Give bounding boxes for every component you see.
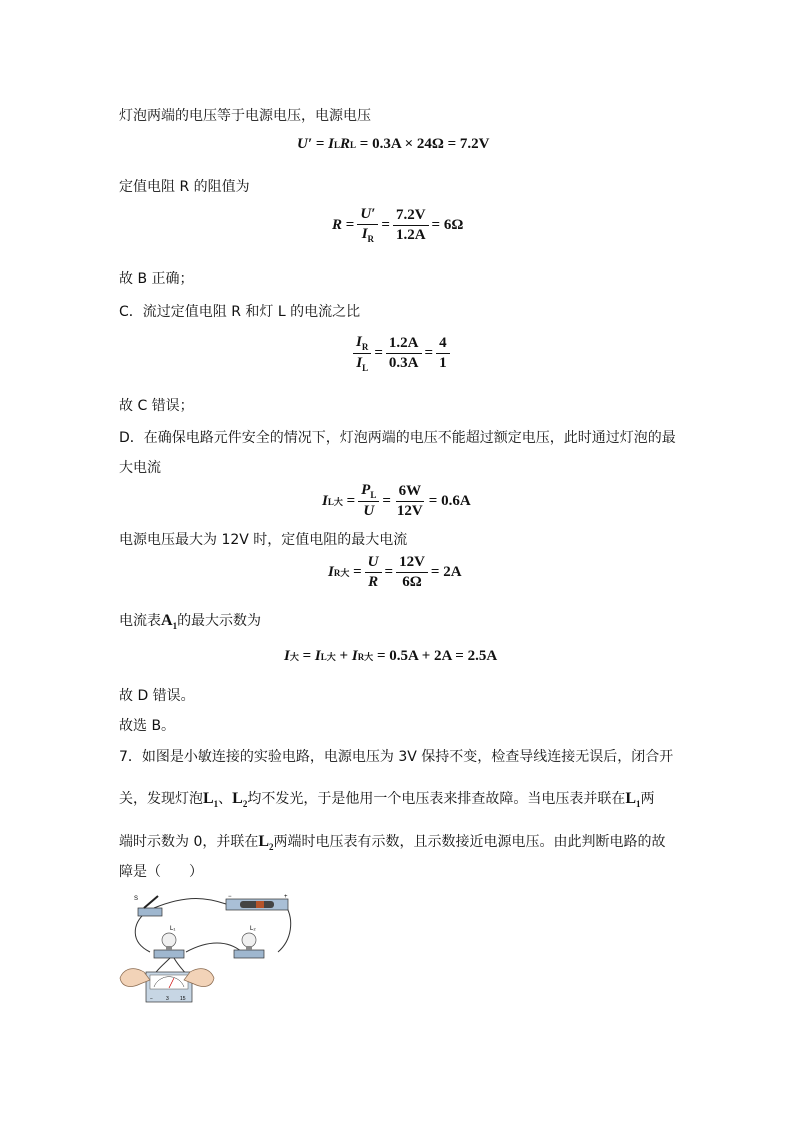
lamp-l1-icon xyxy=(154,926,184,958)
text-line-9: 电流表$A_1$的最大示数为 xyxy=(119,612,262,632)
svg-text:−: − xyxy=(228,894,232,900)
question-7-line-4: 障是（ ） xyxy=(119,864,203,880)
text-line-11: 故选 B。 xyxy=(119,718,176,734)
svg-text:−: − xyxy=(150,996,153,1002)
symbol-a1: $A_1$ xyxy=(161,612,178,632)
equation-source-voltage: U′ = I L R L = 0.3A × 24Ω = 7.2V xyxy=(297,136,490,152)
svg-text:L₂: L₂ xyxy=(250,926,256,932)
symbol-l1: $L_1$ xyxy=(203,790,219,810)
text-line-7: 大电流 xyxy=(119,460,161,476)
battery-icon xyxy=(226,894,288,910)
question-7-line-1: 7．如图是小敏连接的实验电路，电源电压为 3V 保持不变，检查导线连接无误后，闭合开 xyxy=(119,749,674,765)
svg-text:S: S xyxy=(134,896,139,902)
equation-total-current: I 大 = I L大 + I R大 = 0.5A + 2A = 2.5A xyxy=(284,648,498,664)
question-7-line-3: 端时示数为 0，并联在$L_2$两端时电压表有示数，且示数接近电源电压。由此判断电路的故 xyxy=(119,833,666,853)
equation-resistor-max-current: I R大 = $\frac{U}{R}$ = $\frac{12V}{6\Omega}$ = 2A xyxy=(328,554,462,590)
svg-text:+: + xyxy=(284,894,288,900)
text-line-8: 电源电压最大为 12V 时，定值电阻的最大电流 xyxy=(119,532,408,548)
text-line-5: 故 C 错误； xyxy=(119,398,194,414)
symbol-l2: $L_2$ xyxy=(232,790,248,810)
voltmeter-icon xyxy=(146,972,192,1002)
equation-resistance: R = $\frac{U'}{I_R}$ = $\frac{7.2V}{1.2A}$ = 6Ω xyxy=(332,206,464,244)
circuit-figure xyxy=(118,890,298,1008)
lamp-l2-icon xyxy=(234,926,264,958)
symbol-l1-b: $L_1$ xyxy=(625,790,641,810)
left-hand-icon xyxy=(120,969,150,987)
svg-text:15: 15 xyxy=(180,996,186,1002)
question-7-line-2: 关，发现灯泡$L_1$、$L_2$均不发光，于是他用一个电压表来排查故障。当电压表并联在$L_1$两 xyxy=(119,790,655,810)
equation-lamp-max-current: I L大 = $\frac{P_L}{U}$ = $\frac{6W}{12V}$ = 0.6A xyxy=(322,482,471,519)
symbol-l2-b: $L_2$ xyxy=(258,833,274,853)
text-line-1: 灯泡两端的电压等于电源电压，电源电压 xyxy=(119,108,371,124)
svg-text:3: 3 xyxy=(166,996,169,1002)
text-line-4: C．流过定值电阻 R 和灯 L 的电流之比 xyxy=(119,304,361,320)
text-line-10: 故 D 错误。 xyxy=(119,688,195,704)
text-line-6: D．在确保电路元件安全的情况下，灯泡两端的电压不能超过额定电压，此时通过灯泡的最 xyxy=(119,430,676,446)
svg-text:L₁: L₁ xyxy=(170,926,176,932)
text-line-2: 定值电阻 R 的阻值为 xyxy=(119,179,250,195)
text-line-3: 故 B 正确； xyxy=(119,271,194,287)
equation-current-ratio: $\frac{I_R}{I_L}$ = $\frac{1.2A}{0.3A}$ = $\frac{4}{1}$ xyxy=(350,334,453,373)
